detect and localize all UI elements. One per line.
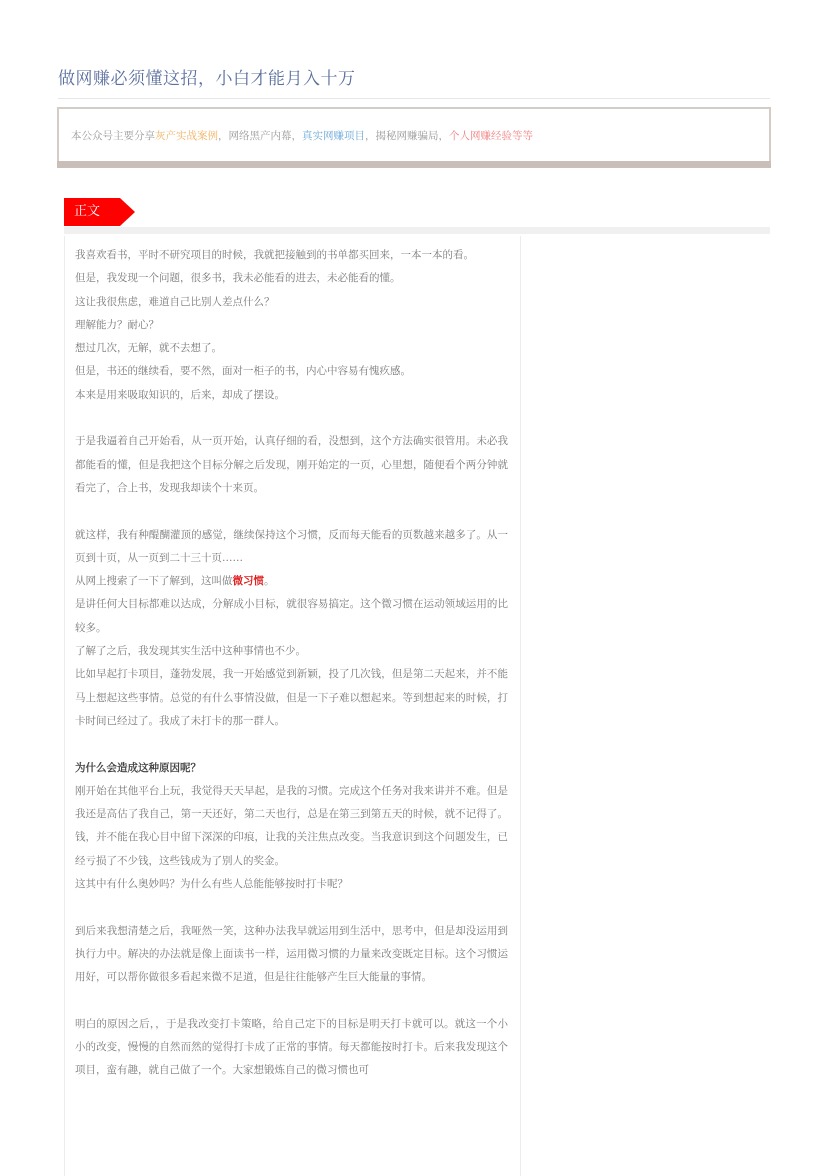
paragraph: 这让我很焦虑，难道自己比别人差点什么？ (75, 295, 275, 308)
intro-tag: ，揭秘网赚骗局， (365, 130, 449, 142)
paragraph-gap (75, 733, 508, 756)
paragraph: 于是我逼着自己开始看，从一页开始，认真仔细的看，没想到，这个方法确实很管用。未必我都能看的懂，但是我把这个目标分解之后发现，刚开始定的一页，心里想，随便看个两分钟就看完了，合上书，发现我却读个十来页。 (75, 435, 508, 494)
section-label: 正文 (64, 198, 120, 226)
paragraph: 但是，我发现一个问题，很多书，我未必能看的进去，未必能看的懂。 (75, 272, 401, 285)
paragraph-gap (75, 896, 508, 919)
title-divider (58, 98, 770, 99)
section-bar (64, 227, 770, 234)
paragraph: 这其中有什么奥妙吗？为什么有些人总能能够按时打卡呢？ (75, 878, 348, 891)
section-heading: 为什么会造成这种原因呢？ (75, 761, 201, 774)
paragraph: 想过几次，无解，就不去想了。 (75, 342, 222, 355)
paragraph: 本来是用来吸取知识的，后来，却成了摆设。 (75, 388, 285, 401)
paragraph: 是讲任何大目标都难以达成，分解成小目标，就很容易搞定。这个微习惯在运动领域运用的比较多。 (75, 598, 508, 634)
paragraph: 比如早起打卡项目，蓬勃发展，我一开始感觉到新颖，投了几次钱，但是第二天起来，并不能马上想起这些事情。总觉的有什么事情没做，但是一下子难以想起来。等到想起来的时候，打卡时间已经过了。我成了未打卡的那一群人。 (75, 668, 508, 727)
paragraph: 理解能力？耐心？ (75, 318, 159, 331)
paragraph: 了解了之后，我发现其实生活中这种事情也不少。 (75, 645, 306, 658)
intro-tag: 个人网赚经验等等 (449, 130, 533, 142)
article-title: 做网赚必须懂这招，小白才能月入十万 (58, 69, 356, 89)
paragraph-gap (75, 407, 508, 430)
section-arrow-icon (120, 198, 135, 226)
paragraph: 明白的原因之后，，于是我改变打卡策略，给自己定下的目标是明天打卡就可以。就这一个小小的改变，慢慢的自然而然的觉得打卡成了正常的事情。每天都能按时打卡。后来我发现这个项目，蛮有趣，就自己做了一个。大家想锻炼自己的微习惯也可 (75, 1017, 508, 1077)
article-content (75, 244, 508, 1083)
paragraph: 但是，书还的继续看，要不然，面对一柜子的书，内心中容易有愧疚感。 (75, 365, 411, 378)
highlight-paragraph (75, 570, 508, 593)
intro-bottom-bar (57, 161, 771, 168)
intro-box (57, 107, 771, 165)
highlight-term: 微习惯 (232, 575, 264, 588)
paragraph-gap (75, 990, 508, 1013)
intro-tag: 真实网赚项目 (302, 130, 365, 142)
paragraph-gap (75, 500, 508, 523)
paragraph: 我喜欢看书，平时不研究项目的时候，我就把接触到的书单都买回来，一本一本的看。 (75, 249, 474, 261)
intro-tag: ，网络黑产内幕， (218, 130, 302, 142)
highlight-after: 。 (264, 575, 275, 588)
intro-tag: 灰产实战案例 (155, 130, 218, 142)
paragraph: 就这样，我有种醍醐灌顶的感觉，继续保持这个习惯，反而每天能看的页数越来越多了。从一页到十页，从一页到二十三十页…… (75, 528, 508, 564)
paragraph: 刚开始在其他平台上玩，我觉得天天早起，是我的习惯。完成这个任务对我来讲并不难。但是我还是高估了我自己，第一天还好，第二天也行，总是在第三到第五天的时候，就不记得了。钱，并不能在我心目中留下深深的印痕，让我的关注焦点改变。当我意识到这个问题发生，已经亏损了不少钱，这些钱成为了别人的奖金。 (75, 784, 508, 867)
highlight-before: 从网上搜索了一下了解到，这叫做 (75, 575, 233, 588)
intro-prefix: 本公众号主要分享 (71, 130, 155, 142)
intro-text (71, 128, 533, 143)
article-body (64, 236, 521, 1176)
paragraph: 到后来我想清楚之后，我哑然一笑，这种办法我早就运用到生活中，思考中，但是却没运用到执行力中。解决的办法就是像上面读书一样，运用微习惯的力量来改变既定目标。这个习惯运用好，可以帮你做很多看起来微不足道，但是往往能够产生巨大能量的事情。 (75, 924, 508, 984)
